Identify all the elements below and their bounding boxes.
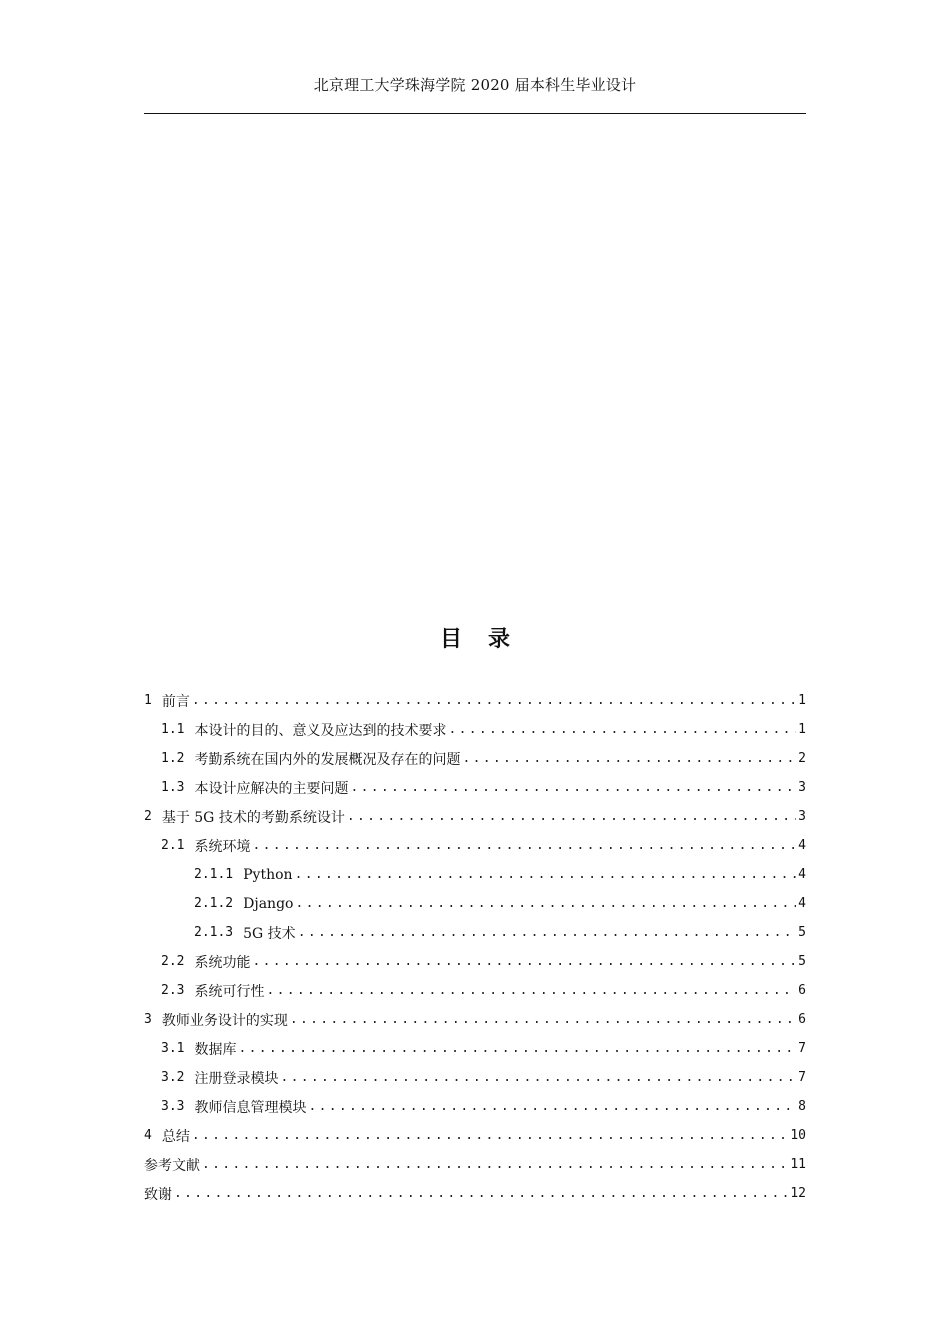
toc-entry[interactable] — [144, 1179, 806, 1208]
toc-title: 目录 — [439, 626, 536, 652]
toc-entry-page: 11 — [790, 1157, 806, 1172]
toc-entry-page: 4 — [798, 867, 806, 882]
toc-entry[interactable] — [144, 1121, 806, 1150]
toc-entry[interactable] — [144, 686, 806, 715]
toc-entry-page: 3 — [798, 780, 806, 795]
toc-entry-text: 本设计应解决的主要问题 — [194, 780, 349, 797]
toc-entry[interactable] — [144, 1092, 806, 1121]
toc-entry[interactable] — [144, 773, 806, 802]
toc-dot-leader — [295, 896, 796, 911]
toc-entry-page: 12 — [790, 1186, 806, 1201]
toc-entry-number: 2.1.3 — [194, 925, 234, 940]
toc-dot-leader — [252, 954, 796, 969]
toc-entry-page: 1 — [798, 722, 806, 737]
toc-entry-text: Django — [243, 895, 294, 912]
toc-entry[interactable] — [144, 976, 806, 1005]
toc-entry-number: 2.2 — [161, 954, 185, 969]
toc-dot-leader — [347, 809, 796, 824]
toc-entry-page: 10 — [790, 1128, 806, 1143]
toc-dot-leader — [308, 1099, 796, 1114]
toc-entry-page: 5 — [798, 954, 806, 969]
toc-dot-leader — [252, 838, 796, 853]
toc-entry-number: 1.2 — [161, 751, 185, 766]
toc-entry-text: 考勤系统在国内外的发展概况及存在的问题 — [194, 751, 461, 768]
toc-entry[interactable] — [144, 831, 806, 860]
toc-entry-text: 系统功能 — [194, 954, 251, 971]
toc-entry-page: 6 — [798, 983, 806, 998]
toc-entry-number: 3.3 — [161, 1099, 185, 1114]
toc-dot-leader — [202, 1157, 788, 1172]
toc-entry-page: 6 — [798, 1012, 806, 1027]
toc-dot-leader — [280, 1070, 796, 1085]
toc-dot-leader — [266, 983, 796, 998]
toc-dot-leader — [462, 751, 796, 766]
toc-entry-page: 7 — [798, 1070, 806, 1085]
toc-entry-text: 致谢 — [144, 1186, 172, 1203]
toc-entry-page: 8 — [798, 1099, 806, 1114]
toc-entry-text: 前言 — [161, 693, 190, 710]
toc-entry-text: 系统环境 — [194, 838, 251, 855]
toc-entry-page: 7 — [798, 1041, 806, 1056]
toc-entry-page: 3 — [798, 809, 806, 824]
toc-entry[interactable] — [144, 918, 806, 947]
toc-dot-leader — [192, 693, 796, 708]
toc-entry-text: 基于 5G 技术的考勤系统设计 — [161, 809, 345, 826]
toc-entry[interactable] — [144, 947, 806, 976]
toc-dot-leader — [295, 867, 797, 882]
toc-entry-page: 4 — [798, 896, 806, 911]
toc-entry-number: 3 — [144, 1012, 152, 1027]
toc-entry[interactable] — [144, 802, 806, 831]
toc-entry-text: Python — [243, 866, 293, 883]
toc-entry-text: 教师业务设计的实现 — [161, 1012, 288, 1029]
toc-entry[interactable] — [144, 860, 806, 889]
toc-entry-text: 数据库 — [194, 1041, 237, 1058]
toc-entry-page: 4 — [798, 838, 806, 853]
toc-entry-text: 本设计的目的、意义及应达到的技术要求 — [194, 722, 447, 739]
toc-entry-page: 1 — [798, 693, 806, 708]
toc-entry[interactable] — [144, 1034, 806, 1063]
toc-entry-text: 系统可行性 — [194, 983, 265, 1000]
toc-entry[interactable] — [144, 1005, 806, 1034]
toc-dot-leader — [174, 1186, 788, 1201]
toc-entry-number: 1 — [144, 693, 152, 708]
toc-dot-leader — [238, 1041, 796, 1056]
toc-entry-text: 教师信息管理模块 — [194, 1099, 307, 1116]
toc-entry-number: 2 — [144, 809, 152, 824]
toc-entry-text: 5G 技术 — [243, 925, 296, 942]
toc-entry-number: 1.1 — [161, 722, 185, 737]
toc-entry-number: 2.1 — [161, 838, 185, 853]
toc-dot-leader — [298, 925, 796, 940]
toc-entry-page: 2 — [798, 751, 806, 766]
page-header: 北京理工大学珠海学院 2020 届本科生毕业设计 — [313, 76, 637, 94]
toc-entry-number: 4 — [144, 1128, 152, 1143]
toc-dot-leader — [350, 780, 796, 795]
toc-dot-leader — [192, 1128, 789, 1143]
toc-entry-number: 2.1.2 — [194, 896, 234, 911]
toc-entry-number: 1.3 — [161, 780, 185, 795]
header-divider — [144, 113, 806, 114]
toc-dot-leader — [448, 722, 796, 737]
toc-entry-page: 5 — [798, 925, 806, 940]
toc-entry-text: 总结 — [161, 1128, 190, 1145]
toc-entry[interactable] — [144, 744, 806, 773]
toc-entry-number: 3.1 — [161, 1041, 185, 1056]
table-of-contents — [144, 686, 806, 1208]
toc-entry-number: 2.1.1 — [194, 867, 234, 882]
toc-entry-number: 3.2 — [161, 1070, 185, 1085]
toc-dot-leader — [290, 1012, 796, 1027]
toc-entry-number: 2.3 — [161, 983, 185, 998]
toc-entry-text: 参考文献 — [144, 1157, 200, 1174]
toc-entry[interactable] — [144, 1150, 806, 1179]
toc-entry[interactable] — [144, 889, 806, 918]
toc-entry[interactable] — [144, 715, 806, 744]
toc-entry[interactable] — [144, 1063, 806, 1092]
toc-entry-text: 注册登录模块 — [194, 1070, 279, 1087]
